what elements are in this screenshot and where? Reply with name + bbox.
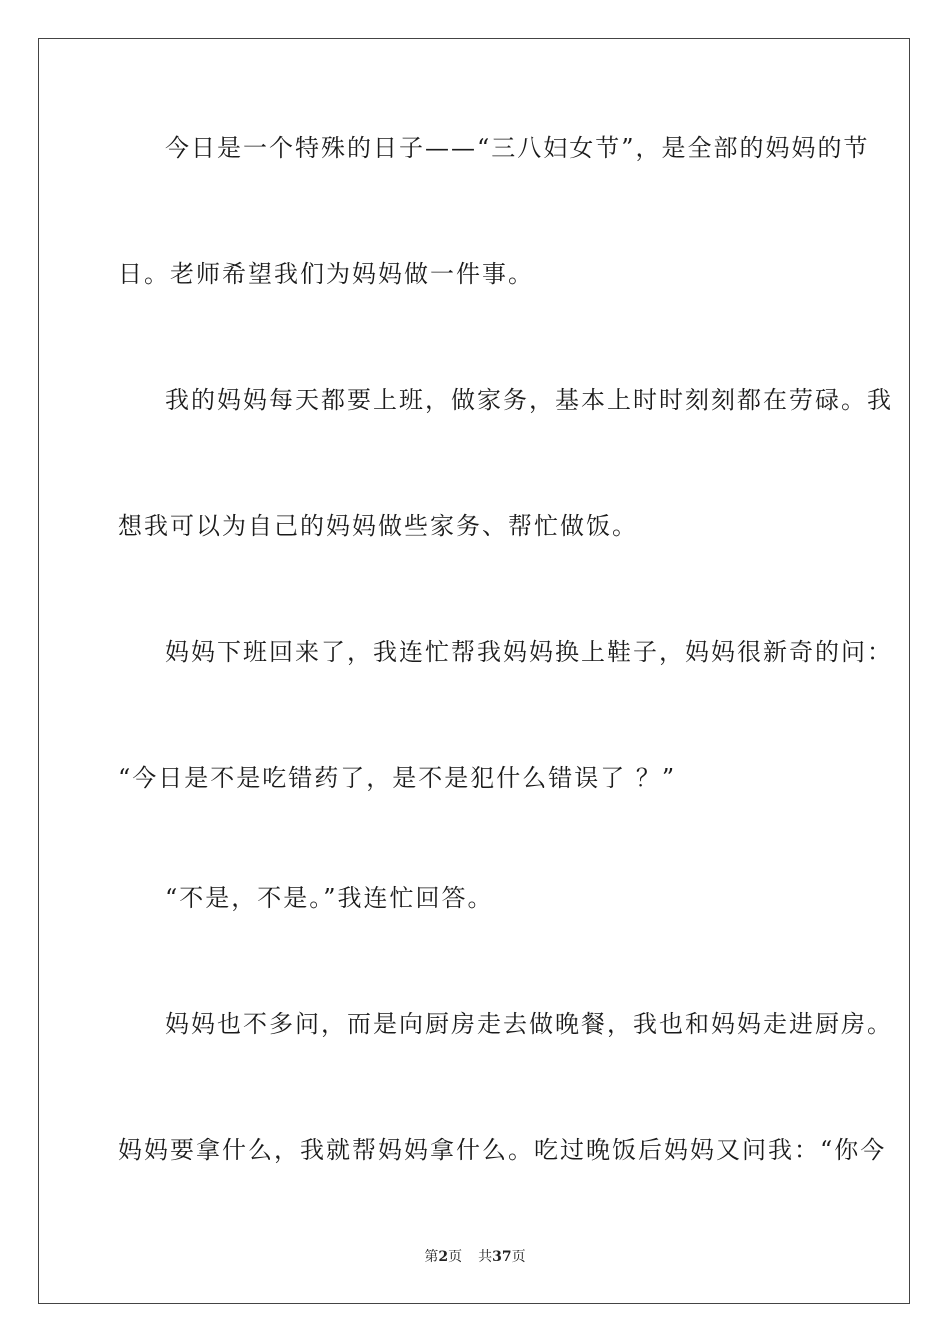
total-pages: 37: [492, 1249, 512, 1265]
paragraph-5-line-1: 妈妈也不多问，而是向厨房走去做晚餐，我也和妈妈走进厨房。: [165, 1010, 893, 1038]
page-prefix: 第: [424, 1249, 439, 1265]
paragraph-2-line-2: 想我可以为自己的妈妈做些家务、帮忙做饭。: [118, 512, 638, 540]
paragraph-5-line-2: 妈妈要拿什么，我就帮妈妈拿什么。吃过晚饭后妈妈又问我：“你今: [118, 1136, 887, 1164]
paragraph-1-line-2: 日。老师希望我们为妈妈做一件事。: [118, 260, 534, 288]
paragraph-3-line-1: 妈妈下班回来了，我连忙帮我妈妈换上鞋子，妈妈很新奇的问：: [165, 638, 893, 666]
total-suffix: 页: [511, 1249, 526, 1265]
paragraph-2-line-1: 我的妈妈每天都要上班，做家务，基本上时时刻刻都在劳碌。我: [165, 386, 893, 414]
page-border: [38, 38, 910, 1304]
page-number: 2: [438, 1249, 449, 1265]
total-prefix: 共: [478, 1249, 493, 1265]
paragraph-3-line-2: “今日是不是吃错药了，是不是犯什么错误了 ？”: [118, 764, 677, 792]
paragraph-4-line-1: “不是，不是。”我连忙回答。: [165, 884, 494, 912]
paragraph-1-line-1: 今日是一个特殊的日子——“三八妇女节”，是全部的妈妈的节: [165, 134, 870, 162]
page-suffix: 页: [448, 1249, 463, 1265]
page-footer: [0, 1247, 950, 1267]
